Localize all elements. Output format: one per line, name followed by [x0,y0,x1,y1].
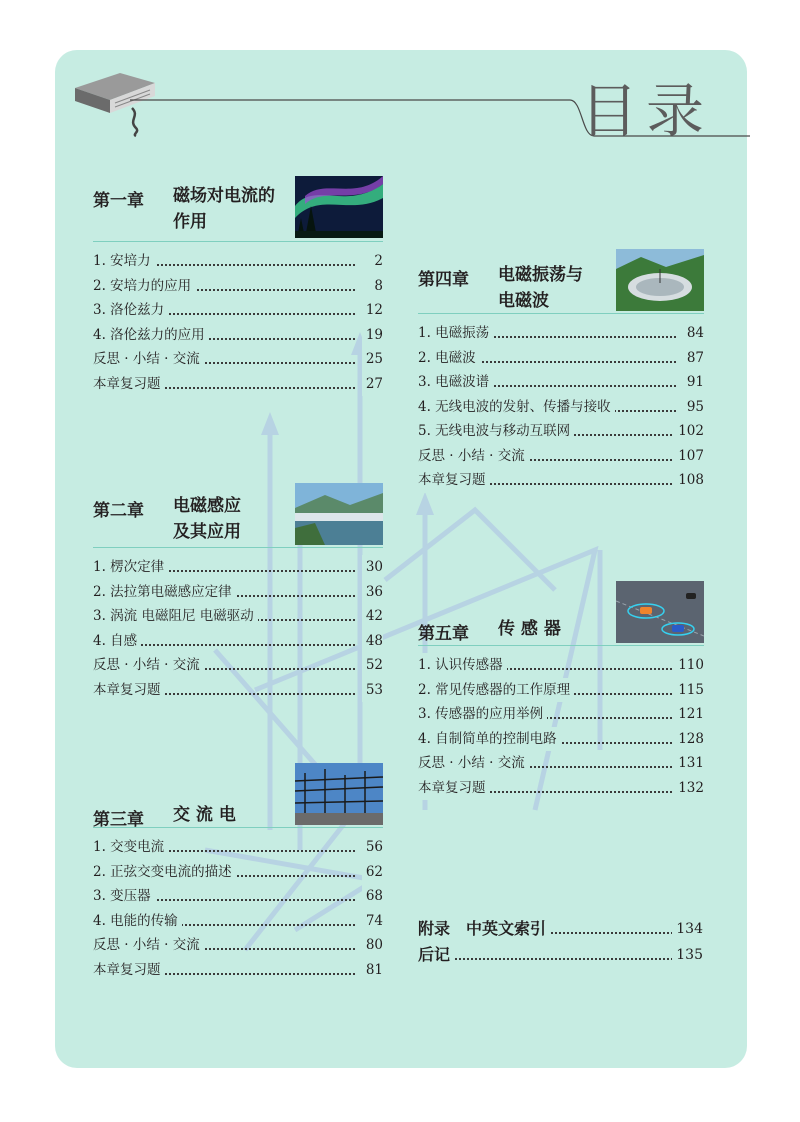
entry-label: 2. 正弦交变电流的描述 [93,860,236,885]
entry-label: 反思 · 小结 · 交流 [93,933,204,958]
entry-page: 107 [674,444,704,469]
entry-page: 128 [674,727,704,752]
entry-label: 4. 自制简单的控制电路 [418,727,561,752]
chapter-number: 第三章 [93,810,144,830]
radio-telescope-image [616,249,704,311]
chapter-number: 第二章 [93,501,144,521]
entry-page: 135 [672,942,703,968]
entry-page: 36 [362,580,383,605]
chapter-number: 第四章 [418,270,469,290]
toc-entry[interactable] [418,444,704,469]
entry-page: 102 [674,419,704,444]
entry-label: 3. 洛伦兹力 [93,298,168,323]
entry-label: 附录 中英文索引 [418,916,550,942]
toc-entry[interactable] [418,776,704,801]
toc-entry[interactable] [93,860,383,885]
entry-label: 1. 安培力 [93,249,155,274]
entry-page: 115 [674,678,704,703]
toc-entry[interactable] [418,727,704,752]
entry-label: 3. 电磁波谱 [418,370,493,395]
entry-page: 131 [674,751,704,776]
chapter-2 [93,483,383,702]
entry-page: 108 [674,468,704,493]
toc-entry[interactable] [418,370,704,395]
chapter-number: 第一章 [93,191,144,211]
entry-page: 52 [362,653,383,678]
entry-page: 134 [672,916,703,942]
toc-entry[interactable] [418,653,704,678]
entry-page: 95 [683,395,704,420]
entry-page: 81 [362,958,383,983]
toc-entry[interactable] [418,395,704,420]
chapter-3 [93,763,383,982]
toc-entry[interactable] [93,958,383,983]
toc-entry[interactable] [93,629,383,654]
toc-entry[interactable] [93,909,383,934]
chapter-title-line-1: 交 流 电 [173,805,236,825]
page-title: 目录 [580,77,713,145]
toc-entry[interactable] [93,835,383,860]
toc-entry[interactable] [93,933,383,958]
entry-label: 4. 电能的传输 [93,909,182,934]
toc-entry-appendix[interactable] [418,916,703,942]
entry-page: 80 [362,933,383,958]
toc-entry[interactable] [418,419,704,444]
entry-label: 3. 变压器 [93,884,155,909]
entry-label: 本章复习题 [93,372,165,397]
self-driving-cars-image [616,581,704,643]
toc-entry[interactable] [418,468,704,493]
entry-label: 2. 电磁波 [418,346,480,371]
toc-entry[interactable] [93,604,383,629]
entry-label: 1. 认识传感器 [418,653,507,678]
entry-label: 2. 法拉第电磁感应定律 [93,580,236,605]
entry-label: 5. 无线电波与移动互联网 [418,419,574,444]
toc-entry[interactable] [418,346,704,371]
entry-label: 2. 常见传感器的工作原理 [418,678,574,703]
entry-page: 48 [362,629,383,654]
entry-page: 30 [362,555,383,580]
toc-entry[interactable] [93,274,383,299]
chapter-1 [93,177,383,396]
entry-page: 74 [362,909,383,934]
entry-label: 本章复习题 [93,678,165,703]
dam-image [295,483,383,545]
entry-page: 12 [362,298,383,323]
entry-label: 1. 交变电流 [93,835,168,860]
entry-page: 42 [362,604,383,629]
entry-page: 121 [674,702,704,727]
entry-page: 87 [683,346,704,371]
chapter-title-line-2: 电磁波 [498,291,549,311]
toc-entry[interactable] [93,580,383,605]
entry-label: 1. 楞次定律 [93,555,168,580]
entry-label: 3. 涡流 电磁阻尼 电磁驱动 [93,604,258,629]
entry-page: 19 [362,323,383,348]
aurora-image [295,176,383,238]
toc-entry[interactable] [93,298,383,323]
entry-label: 4. 无线电波的发射、传播与接收 [418,395,615,420]
toc-entry[interactable] [93,555,383,580]
entry-label: 反思 · 小结 · 交流 [93,653,204,678]
toc-entry[interactable] [418,751,704,776]
chapter-5 [418,581,704,800]
entry-page: 56 [362,835,383,860]
entry-label: 本章复习题 [93,958,165,983]
toc-entry[interactable] [93,653,383,678]
entry-page: 62 [362,860,383,885]
entry-label: 1. 电磁振荡 [418,321,493,346]
chapter-title-line-2: 作用 [173,212,207,232]
entry-label: 反思 · 小结 · 交流 [418,751,529,776]
toc-entry[interactable] [418,702,704,727]
chapter-title-line-1: 电磁感应 [173,496,241,516]
toc-entry[interactable] [93,884,383,909]
toc-entry[interactable] [93,347,383,372]
entry-page: 25 [362,347,383,372]
chapter-title-line-1: 传 感 器 [498,619,561,639]
chapter-title-line-2: 及其应用 [173,522,241,542]
entry-page: 8 [370,274,383,299]
toc-entry[interactable] [93,323,383,348]
toc-entry[interactable] [418,321,704,346]
entry-label: 3. 传感器的应用举例 [418,702,547,727]
entry-label: 反思 · 小结 · 交流 [418,444,529,469]
toc-entry[interactable] [93,678,383,703]
toc-entry-afterword[interactable] [418,942,703,968]
entry-page: 27 [362,372,383,397]
toc-entry[interactable] [93,372,383,397]
entry-page: 91 [683,370,704,395]
appendix-list [418,916,703,968]
entry-label: 2. 安培力的应用 [93,274,195,299]
entry-page: 53 [362,678,383,703]
chapter-title-line-1: 磁场对电流的 [173,186,275,206]
entry-page: 68 [362,884,383,909]
entry-page: 84 [683,321,704,346]
entry-label: 本章复习题 [418,468,490,493]
entry-label: 4. 自感 [93,629,141,654]
entry-page: 2 [370,249,383,274]
entry-page: 132 [674,776,704,801]
entry-label: 4. 洛伦兹力的应用 [93,323,209,348]
substation-image [295,763,383,825]
chapter-title-line-1: 电磁振荡与 [498,265,583,285]
chapter-4 [418,249,704,493]
dot-leader [418,958,673,960]
entry-label: 反思 · 小结 · 交流 [93,347,204,372]
toc-entry[interactable] [93,249,383,274]
entry-label: 后记 [418,942,454,968]
entry-label: 本章复习题 [418,776,490,801]
toc-entry[interactable] [418,678,704,703]
entry-page: 110 [674,653,704,678]
chapter-number: 第五章 [418,624,469,644]
